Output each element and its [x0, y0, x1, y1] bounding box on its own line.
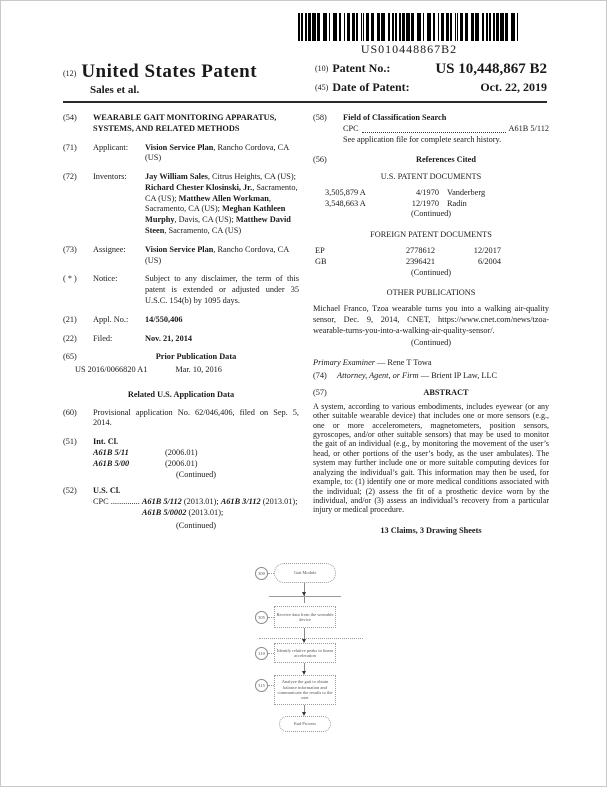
inventor-name: Meghan Kathleen Murphy — [145, 204, 286, 225]
continued-note: (Continued) — [410, 209, 452, 219]
field-search-label: Field of Classification Search — [343, 113, 447, 122]
other-pub-citation: Michael Franco, Tzoa wearable turns you into a walking air-quality sensor, Dec. 9, 2014, CNET, https://www.cnet.com/news/tzoa-wearable-turns-you-into-a-walking-air-quality-sensor/. — [313, 304, 549, 335]
ref-circle-310 — [255, 647, 268, 660]
right-column — [313, 113, 549, 539]
us-patent-row — [325, 199, 549, 210]
patent-ref-date: 12/1970 — [411, 198, 439, 208]
applicant-value — [145, 143, 299, 165]
section-number: (58) — [313, 113, 327, 122]
section-title — [63, 113, 299, 135]
applicant-name: Vision Service Plan — [145, 142, 214, 152]
section-applicant — [63, 143, 299, 165]
arrow-down-icon — [302, 592, 306, 596]
assignee-location: , Rancho Cordova, CA (US) — [145, 244, 289, 265]
ref-circle-305 — [255, 611, 268, 624]
examiner-line — [313, 358, 549, 369]
section-number: (73) — [63, 244, 77, 254]
assignee-label: Assignee: — [93, 244, 126, 254]
dashed-divider — [259, 638, 363, 639]
ref-number: 305 — [258, 615, 265, 620]
node-label: Receive data from the wearable device — [276, 611, 334, 622]
flow-node-receive-data — [274, 606, 336, 628]
section-provisional — [63, 408, 299, 430]
figure-flowchart — [251, 559, 381, 754]
class-code: A61B 5/0002 — [141, 507, 187, 517]
node-label: End Process — [293, 721, 317, 727]
us-cl-cpc — [93, 497, 299, 519]
applicant-location: , Rancho Cordova, CA (US) — [145, 142, 289, 163]
continued-note: (Continued) — [410, 337, 452, 347]
flow-node-end — [279, 716, 331, 732]
document-header — [63, 61, 547, 96]
inventor-name: Matthew David Steen — [145, 215, 291, 236]
inventor-name: Matthew Allen Workman — [178, 193, 269, 203]
barcode-number: US010448867B2 — [360, 42, 458, 56]
foreign-docs-heading: FOREIGN PATENT DOCUMENTS — [370, 230, 492, 240]
section-number: (65) — [63, 352, 77, 362]
section-inventors — [63, 172, 299, 237]
flow-node-analyze-gait — [274, 675, 336, 705]
section-number: (74) — [313, 371, 327, 381]
claims-line: 13 Claims, 3 Drawing Sheets — [380, 525, 482, 535]
inventor-location: , Citrus Heights, CA (US); — [207, 172, 296, 182]
section-assignee — [63, 245, 299, 267]
class-code: A61B 3/112 — [220, 497, 261, 507]
date-ref: (45) — [315, 83, 329, 92]
section-number: (56) — [313, 155, 327, 165]
two-column-body — [63, 113, 549, 539]
section-number: (52) — [63, 486, 77, 496]
section-number: (51) — [63, 437, 77, 447]
section-number: (57) — [313, 387, 327, 397]
notice-text: Subject to any disclaimer, the term of this patent is extended or adjusted under 35 U.S.C. 154(b) by 1095 days. — [145, 274, 299, 305]
section-notice — [63, 274, 299, 306]
appl-no-value: 14/550,406 — [145, 314, 183, 324]
node-label: Analyze the gait to obtain balance information and communicate the results to the user — [277, 679, 333, 701]
class-code: A61B 5/112 — [141, 497, 182, 507]
barcode-block — [293, 13, 525, 57]
filed-label: Filed: — [93, 333, 113, 343]
class-year: (2006.01) — [165, 458, 198, 468]
field-cpc-line — [343, 124, 549, 135]
assignee-value — [145, 245, 299, 267]
section-us-cl — [63, 486, 299, 531]
cpc-value: A61B 5/112 — [508, 123, 549, 133]
prior-pub-date: Mar. 10, 2016 — [175, 365, 222, 375]
examiner-name: — Rene T Towa — [374, 358, 432, 368]
notice-label: Notice: — [93, 274, 118, 284]
inventors-value — [145, 172, 299, 237]
ref-number: 315 — [258, 683, 265, 688]
us-cl-label: U.S. Cl. — [93, 486, 121, 496]
inventor-short-name: Sales et al. — [90, 84, 140, 96]
ref-circle-300 — [255, 567, 268, 580]
cpc-codes — [142, 497, 299, 519]
section-number: (54) — [63, 113, 77, 122]
prior-pub-heading: Prior Publication Data — [155, 352, 237, 362]
filed-value: Nov. 21, 2014 — [145, 333, 193, 343]
patent-ref-number: 3,505,879 A — [325, 187, 366, 197]
section-abstract — [313, 388, 549, 399]
date-label: Date of Patent: — [332, 80, 410, 94]
int-cl-row — [93, 448, 299, 459]
class-year: (2006.01) — [165, 447, 198, 457]
inventor-location: , Davis, CA (US); — [174, 215, 236, 225]
section-field-search — [313, 113, 549, 145]
document-title: United States Patent — [81, 61, 258, 82]
left-column — [63, 113, 299, 539]
continued-note: (Continued) — [410, 267, 452, 277]
country-code: EP — [315, 246, 325, 256]
ref-circle-315 — [255, 679, 268, 692]
class-code: A61B 5/00 — [93, 458, 130, 468]
barcode — [293, 13, 525, 41]
patent-number: US 10,448,867 B2 — [435, 61, 547, 77]
foreign-patent-row — [315, 257, 549, 268]
header-right — [315, 61, 547, 95]
examiner-label: Primary Examiner — [313, 358, 375, 368]
int-cl-row — [93, 459, 299, 470]
cpc-label: CPC — [93, 497, 109, 507]
prior-pub-id: US 2016/0066820 A1 — [75, 365, 148, 375]
section-number: ( * ) — [63, 274, 77, 284]
country-code: GB — [315, 256, 327, 266]
class-code: A61B 5/11 — [93, 447, 129, 457]
section-filed — [63, 334, 299, 345]
patent-ref-name: Vanderberg — [447, 187, 486, 197]
section-references — [313, 155, 549, 166]
class-year: (2013.01); — [186, 507, 224, 517]
abstract-text: A system, according to various embodiments, includes eyewear (or any other suitable wearable device) that includes one or more sensors (e.g., one or more accelerometers, magnetometers, position sensors, gyroscopes, and/or other suitable sensors) that may be used to monitor the gait of an individual (e.g., by monitoring the movement of the user’s head, or other portions of the user’s body, as the user ambulates). The system may further include one or more suitable computing devices for analyzing the individual’s gait. This information may then be used, for example, to: (1) identify one or more medical conditions associated with the individual; (2) assess the fit of a prosthetic device worn by the individual, and/or (3) assess an individual’s recovery from a particular injury or medical procedure. — [313, 401, 549, 515]
attorney-label: Attorney, Agent, or Firm — [337, 371, 419, 381]
inventor-name: Richard Chester Klosinski, Jr. — [145, 182, 253, 192]
patent-ref-date: 12/2017 — [473, 246, 501, 256]
references-heading: References Cited — [416, 155, 476, 165]
continued-note: (Continued) — [175, 469, 217, 479]
section-number: (72) — [63, 172, 77, 182]
patent-ref-date: 4/1970 — [415, 187, 439, 197]
foreign-patent-row — [315, 246, 549, 257]
section-appl-no — [63, 315, 299, 326]
patent-date: Oct. 22, 2019 — [480, 80, 547, 94]
section-number: (71) — [63, 142, 77, 152]
ref-number: 310 — [258, 651, 265, 656]
ref-number: 300 — [258, 571, 265, 576]
connector-line — [269, 596, 341, 597]
patent-no-ref: (10) — [315, 64, 329, 73]
section-number: (21) — [63, 314, 77, 324]
us-docs-heading: U.S. PATENT DOCUMENTS — [380, 172, 482, 182]
kind-code-number: (12) — [63, 69, 77, 78]
patent-ref-number: 3,548,663 A — [325, 198, 366, 208]
attorney-name: — Brient IP Law, LLC — [418, 371, 498, 381]
invention-title: WEARABLE GAIT MONITORING APPARATUS, SYSTEMS, AND RELATED METHODS — [93, 113, 277, 133]
section-number: (22) — [63, 333, 77, 343]
section-prior-pub — [63, 352, 299, 363]
header-left — [63, 61, 257, 96]
node-label: Gait Module — [293, 570, 317, 576]
provisional-text: Provisional application No. 62/046,406, filed on Sep. 5, 2014. — [93, 407, 299, 428]
appl-no-label: Appl. No.: — [93, 314, 129, 324]
patent-ref-name: Radin — [447, 198, 467, 208]
inventor-name: Jay William Sales — [145, 172, 208, 182]
inventors-label: Inventors: — [93, 172, 127, 182]
class-year: (2013.01); — [260, 497, 298, 507]
flow-node-identify-peaks — [274, 643, 336, 663]
node-label: Identify relative peaks in linear acceleration — [276, 647, 334, 658]
inventor-location: , Sacramento, CA (US) — [164, 226, 242, 236]
patent-no-label: Patent No.: — [332, 61, 391, 75]
header-divider — [63, 101, 547, 103]
inventor-location: , Sacramento, CA (US); — [145, 182, 298, 203]
cpc-label: CPC — [343, 123, 359, 133]
prior-pub-entry — [75, 365, 299, 376]
int-cl-label: Int. Cl. — [93, 437, 119, 447]
flow-node-start — [274, 563, 336, 583]
section-number: (60) — [63, 407, 77, 417]
dot-leader: .............. — [110, 497, 140, 507]
class-year: (2013.01); — [181, 497, 221, 507]
applicant-label: Applicant: — [93, 142, 129, 152]
patent-ref-date: 6/2004 — [477, 256, 501, 266]
assignee-name: Vision Service Plan — [145, 244, 214, 254]
continued-note: (Continued) — [175, 520, 217, 530]
patent-ref-number: 2396421 — [405, 256, 435, 266]
other-pubs-heading: OTHER PUBLICATIONS — [386, 288, 476, 298]
attorney-line — [313, 371, 549, 382]
abstract-heading: ABSTRACT — [423, 387, 469, 397]
related-data-heading: Related U.S. Application Data — [127, 389, 235, 399]
dot-leader — [362, 132, 506, 133]
search-history-note: See application file for complete search history. — [343, 134, 502, 144]
us-patent-row — [325, 188, 549, 199]
section-int-cl — [63, 437, 299, 480]
patent-ref-number: 2778612 — [405, 246, 435, 256]
inventor-location: , Sacramento, CA (US); — [145, 193, 271, 214]
